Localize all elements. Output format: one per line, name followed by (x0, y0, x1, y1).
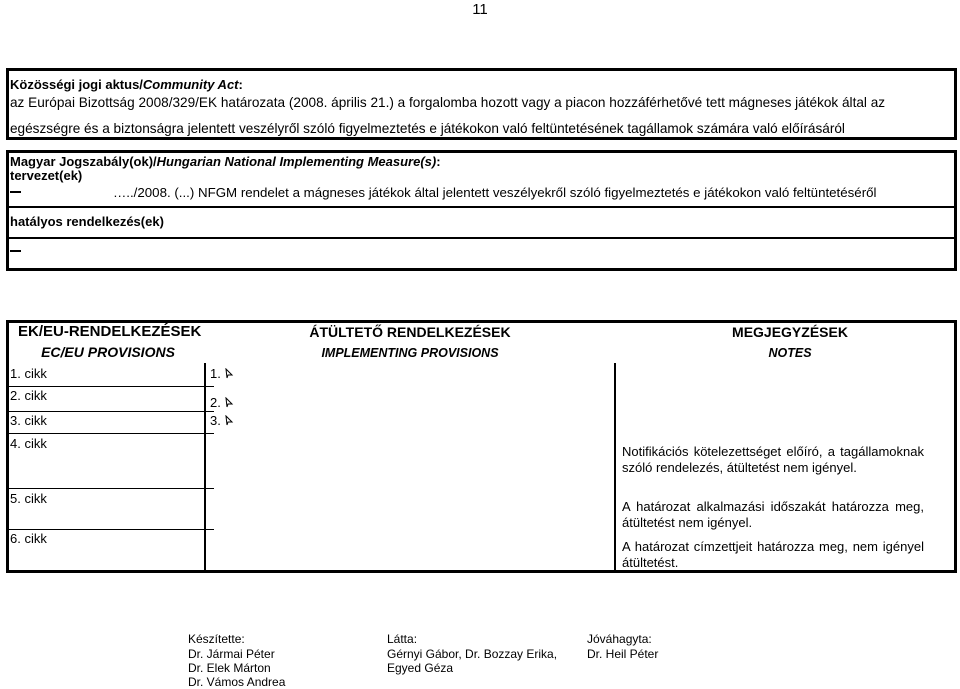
pointer-icon (224, 366, 234, 382)
community-act-heading-en: Community Act (142, 77, 239, 92)
seen-name: Egyed Géza (387, 661, 454, 675)
ec-cell: 5. cikk (10, 491, 47, 506)
community-act-heading-hu: Közösségi jogi aktus/ (10, 77, 143, 92)
community-act-heading (10, 77, 243, 93)
prepared-name: Dr. Elek Márton (188, 661, 271, 675)
row-separator (6, 529, 214, 530)
col-notes-header-hu: MEGJEGYZÉSEK (732, 324, 848, 340)
col-impl-header-en: IMPLEMENTING PROVISIONS (321, 346, 499, 360)
draft-dash (10, 191, 21, 193)
in-force-dash (10, 250, 21, 252)
impl-cell (210, 395, 234, 411)
note-cell: A határozat címzettjeit határozza meg, nem igényel átültetést. (622, 539, 924, 570)
ec-cell: 3. cikk (10, 413, 47, 428)
ec-cell: 4. cikk (10, 436, 47, 451)
col-ec-header-en: EC/EU PROVISIONS (41, 344, 175, 360)
col-notes-header-en: NOTES (768, 346, 812, 360)
page-number: 11 (472, 1, 488, 18)
ec-cell: 6. cikk (10, 531, 47, 546)
impl-number: 3. (210, 413, 221, 428)
approved-label: Jóváhagyta: (587, 632, 652, 646)
col-impl-header-hu: ÁTÜLTETŐ RENDELKEZÉSEK (309, 324, 511, 340)
in-force-label: hatályos rendelkezés(ek) (10, 214, 164, 229)
impl-number: 2. (210, 395, 221, 410)
seen-label: Látta: (387, 632, 418, 646)
community-act-line-2: egészségre és a biztonságra jelentett veszélyről szóló figyelmeztetés e játékokon való feltüntetésének tagállamok számára való előírásáról (10, 121, 845, 136)
draft-label: tervezet(ek) (10, 168, 83, 183)
national-heading-en: Hungarian National Implementing Measure(s) (156, 154, 437, 169)
national-heading-colon: : (436, 154, 441, 169)
seen-name: Gérnyi Gábor, Dr. Bozzay Erika, (387, 647, 558, 661)
col-ec-header-hu: EK/EU-RENDELKEZÉSEK (18, 323, 202, 340)
ec-cell: 1. cikk (10, 366, 47, 381)
pointer-icon (224, 395, 234, 411)
ec-cell: 2. cikk (10, 388, 47, 403)
divider (6, 237, 957, 239)
note-cell: Notifikációs kötelezettséget előíró, a tagállamoknak szóló rendelezés, átültetést nem igényel. (622, 444, 924, 475)
column-separator (204, 363, 206, 573)
approved-name: Dr. Heil Péter (587, 647, 659, 661)
national-heading-hu: Magyar Jogszabály(ok)/ (10, 154, 157, 169)
impl-cell (210, 413, 234, 429)
community-act-heading-colon: : (238, 77, 243, 92)
row-separator (6, 411, 214, 412)
prepared-name: Dr. Jármai Péter (188, 647, 275, 661)
prepared-label: Készítette: (188, 632, 245, 646)
impl-cell (210, 366, 234, 382)
row-separator (6, 488, 214, 489)
community-act-line-1: az Európai Bizottság 2008/329/EK határozata (2008. április 21.) a forgalomba hozott vagy a piacon hozzáférhetővé tett mágneses játékok által az (10, 95, 886, 110)
row-separator (6, 433, 214, 434)
pointer-icon (224, 413, 234, 429)
impl-number: 1. (210, 366, 221, 381)
row-separator (6, 386, 214, 387)
column-separator (614, 363, 616, 573)
prepared-name: Dr. Vámos Andrea (188, 675, 286, 689)
divider (6, 206, 957, 208)
note-cell: A határozat alkalmazási időszakát határozza meg, átültetést nem igényel. (622, 499, 924, 530)
draft-text: …../2008. (...) NFGM rendelet a mágneses játékok által jelentett veszélyekről szóló figyelmeztetés e játékokon való feltüntetéséről (113, 185, 877, 200)
